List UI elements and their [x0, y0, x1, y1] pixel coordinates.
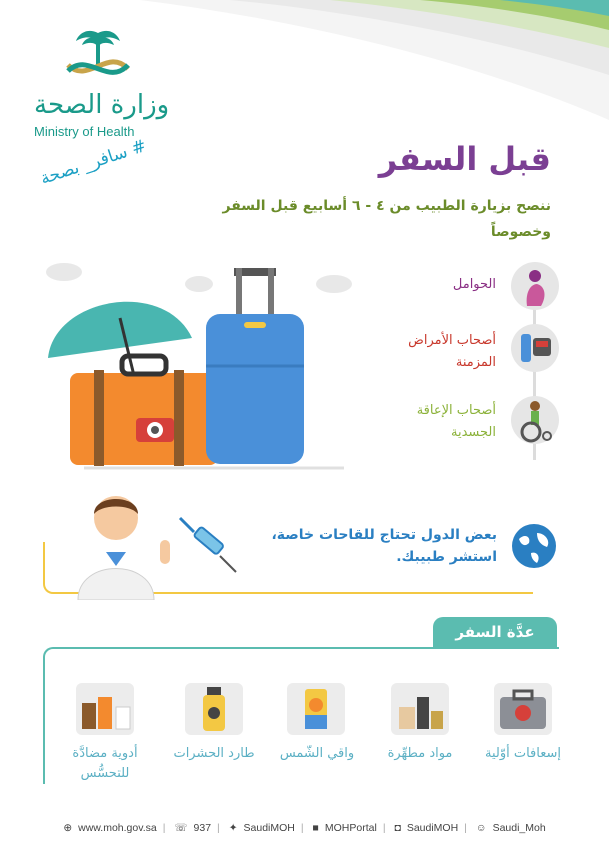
- hashtag: # سافر_ بصحة: [38, 135, 149, 190]
- group-chronic-label: أصحاب الأمراض المزمنة: [408, 333, 496, 370]
- footer-instagram[interactable]: SaudiMOH: [406, 822, 459, 834]
- logo-english-name: Ministry of Health: [34, 124, 135, 139]
- wheelchair-icon: [511, 396, 559, 444]
- footer-portal[interactable]: MOHPortal: [324, 822, 377, 834]
- kit-item-sunscreen: واقي الشّمس: [279, 746, 355, 761]
- footer-contact-bar: ⊕ www.moh.gov.sa | ☏ 937 | ✦ SaudiMOH | ■ MOHPortal | ◘ SaudiMOH | ☺ Saudi_Moh: [0, 822, 609, 834]
- sanitizer-bottles-icon: [391, 683, 449, 735]
- allergy-medicine-icon: [76, 683, 134, 735]
- vaccine-info-line-1: بعض الدول تحتاج للقاحات خاصة،: [271, 527, 497, 543]
- footer-snapchat[interactable]: Saudi_Moh: [492, 822, 546, 834]
- pregnant-woman-icon: [511, 262, 559, 310]
- kit-item-allergy-medicine: أدوية مضادَّة للتحسُّس: [72, 746, 138, 781]
- globe-icon: [511, 523, 557, 569]
- twitter-icon: ✦: [228, 822, 238, 834]
- footer-twitter[interactable]: SaudiMOH: [243, 822, 295, 834]
- phone-icon: ☏: [174, 822, 188, 834]
- instagram-icon: ◘: [394, 822, 401, 834]
- kit-item-sanitizer: مواد مطهِّرة: [387, 746, 453, 761]
- vaccine-info-text: [197, 524, 497, 568]
- footer-website[interactable]: www.moh.gov.sa: [78, 822, 157, 834]
- travel-kit-title: عدَّة السفر: [433, 617, 557, 647]
- insect-repellent-icon: [185, 683, 243, 735]
- logo-arabic-name: وزارة الصحة: [34, 90, 170, 120]
- kit-item-first-aid: إسعافات أوّلية: [484, 746, 562, 761]
- first-aid-kit-icon: [494, 683, 552, 735]
- blood-pressure-monitor-icon: [511, 324, 559, 372]
- luggage-illustration: [44, 258, 354, 473]
- sunscreen-icon: [287, 683, 345, 735]
- globe-small-icon: ⊕: [63, 822, 73, 834]
- group-pregnant-label: الحوامل: [452, 277, 496, 292]
- group-disability-label: أصحاب الإعاقة الجسدية: [416, 403, 496, 440]
- doctor-icon: [66, 488, 176, 600]
- page-title: قبل السفر: [378, 140, 551, 178]
- moh-logo-emblem-icon: [48, 25, 148, 87]
- snapchat-icon: ☺: [475, 822, 487, 834]
- vaccine-info-line-2: استشر طبيبك.: [396, 549, 497, 565]
- kit-item-insect-repellent: طارد الحشرات: [173, 746, 255, 761]
- subtitle: ننصح بزيارة الطبيب من ٤ - ٦ أسابيع قبل السفر وخصوصاً: [222, 198, 551, 240]
- footer-phone[interactable]: 937: [193, 822, 212, 834]
- portal-icon: ■: [312, 822, 319, 834]
